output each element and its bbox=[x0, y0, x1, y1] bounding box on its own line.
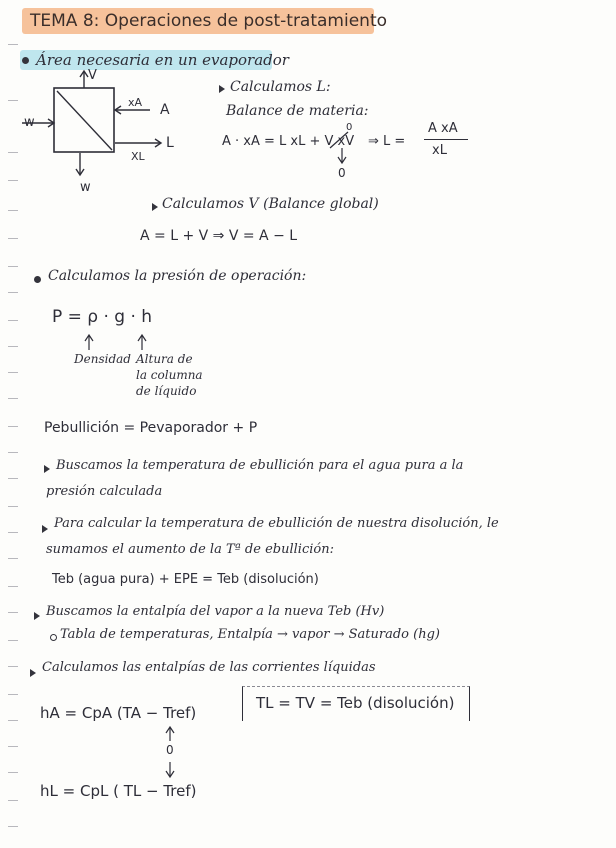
page-title: TEMA 8: Operaciones de post-tratamiento bbox=[30, 11, 388, 31]
label-a: A bbox=[160, 102, 170, 118]
fraction-line bbox=[424, 139, 468, 140]
pressure-equation: P = ρ · g · h bbox=[52, 307, 153, 327]
boiling-temp-equation: Teb (agua pura) + EPE = Teb (disolución) bbox=[52, 572, 319, 587]
label-v: V bbox=[88, 68, 97, 83]
arrow-bullet-icon bbox=[152, 203, 158, 211]
arrow-bullet-icon bbox=[42, 525, 48, 533]
enthalpy-ha-equation: hA = CpA (TA − Tref) bbox=[40, 704, 197, 722]
balance-title: Balance de materia: bbox=[226, 103, 369, 119]
label-w-in: w bbox=[24, 115, 35, 130]
bullet-icon bbox=[50, 634, 57, 641]
label-l: L bbox=[166, 135, 174, 151]
fraction-denominator: xL bbox=[432, 143, 447, 158]
section-heading-area: Área necesaria en un evaporador bbox=[36, 51, 289, 69]
boiling-pressure-equation: Pebullición = Pevaporador + P bbox=[44, 420, 258, 436]
fraction-numerator: A xA bbox=[428, 121, 458, 136]
step-calc-line-2: sumamos el aumento de la Tª de ebullición: bbox=[46, 542, 334, 557]
global-balance-equation: A = L + V ⇒ V = A − L bbox=[140, 228, 298, 244]
step-enthalpy: Buscamos la entalpía del vapor a la nueva Teb (Hv) bbox=[46, 604, 385, 619]
label-w-out: w bbox=[80, 180, 91, 195]
zero-superscript: 0 bbox=[346, 122, 353, 133]
label-xl: XL bbox=[131, 150, 145, 163]
step-liquid: Calculamos las entalpías de las corrientes líquidas bbox=[42, 660, 376, 675]
enthalpy-hl-equation: hL = CpL ( TL − Tref) bbox=[40, 782, 197, 800]
label-height-3: de líquido bbox=[136, 384, 197, 398]
label-height-1: Altura de bbox=[136, 352, 193, 366]
balance-equation: A · xA = L xL + V xV bbox=[222, 134, 355, 149]
step-search-line-1: Buscamos la temperatura de ebullición para el agua pura a la bbox=[56, 458, 464, 473]
arrow-bullet-icon bbox=[34, 612, 40, 620]
arrow-bullet-icon bbox=[219, 85, 225, 93]
arrow-bullet-icon bbox=[30, 669, 36, 677]
label-height-2: la columna bbox=[136, 368, 203, 382]
zero-reference: 0 bbox=[166, 743, 174, 757]
zero-below: 0 bbox=[338, 166, 346, 180]
arrow-bullet-icon bbox=[44, 465, 50, 473]
implies-l: ⇒ L = bbox=[368, 134, 406, 149]
table-note: Tabla de temperaturas, Entalpía → vapor → Saturado (hg) bbox=[60, 627, 440, 642]
step-l-label: Calculamos L: bbox=[230, 79, 331, 95]
label-xa: xA bbox=[128, 96, 143, 109]
boxed-equation: TL = TV = Teb (disolución) bbox=[256, 694, 455, 712]
bullet-icon bbox=[34, 276, 41, 283]
step-calc-line-1: Para calcular la temperatura de ebullición de nuestra disolución, le bbox=[54, 516, 499, 531]
step-v-label: Calculamos V (Balance global) bbox=[162, 196, 379, 212]
label-density: Densidad bbox=[74, 352, 131, 366]
step-search-line-2: presión calculada bbox=[46, 484, 163, 499]
pressure-heading: Calculamos la presión de operación: bbox=[48, 268, 307, 284]
